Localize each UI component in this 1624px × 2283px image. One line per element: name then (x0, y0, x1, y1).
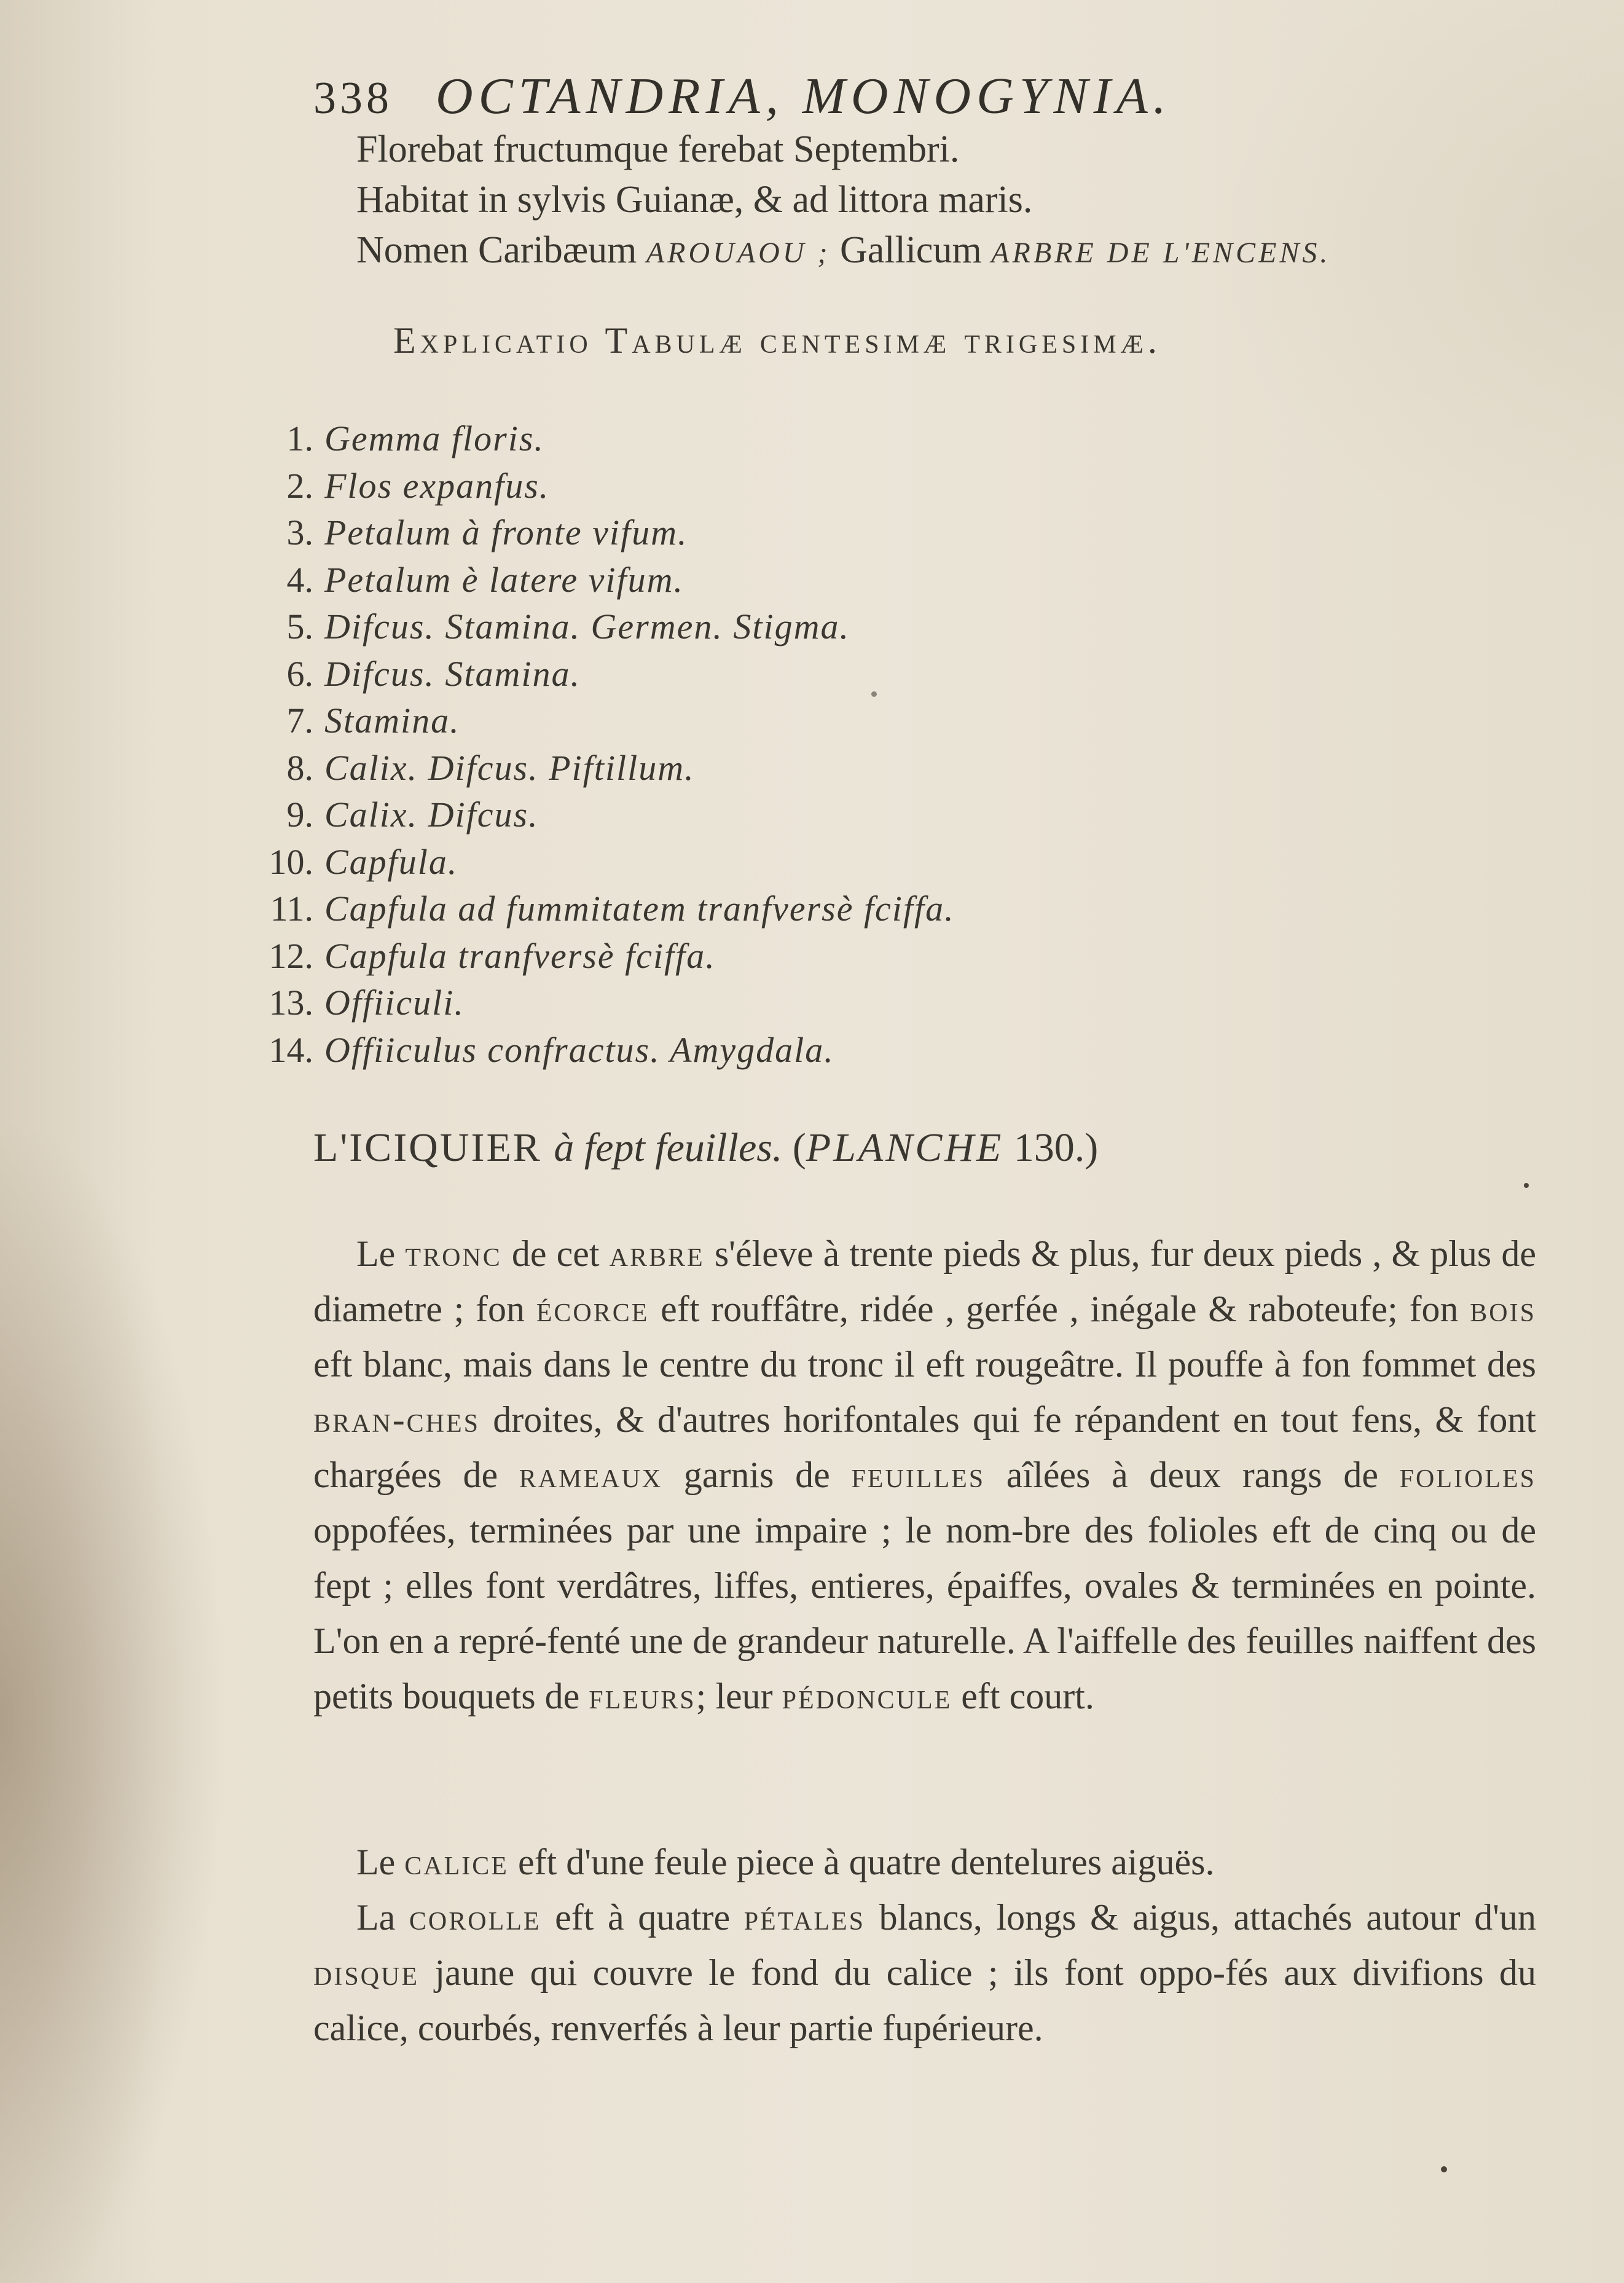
plate-item-number: 12. (269, 935, 313, 976)
small-caps-term: fleurs (589, 1676, 696, 1716)
plate-item-text: Gemma floris. (324, 418, 544, 458)
small-caps-term: feuilles (851, 1455, 986, 1495)
text-run: blancs, longs & aigus, attachés autour d'un (865, 1897, 1536, 1938)
plate-list-item (233, 606, 850, 647)
plate-item-number: 7. (286, 701, 313, 741)
plate-item-number: 10. (269, 841, 313, 882)
text-run: eft court. (952, 1676, 1094, 1716)
plate-list-item (233, 841, 458, 882)
plate-item-text: Offiiculus confractus. Amygdala. (324, 1029, 834, 1070)
plate-list-item (233, 747, 695, 788)
plate-item-text: Capfula. (324, 841, 458, 882)
plate-list-item (233, 794, 539, 835)
intro-line-3-part-c: Gallicum (830, 229, 992, 271)
text-run: jaune qui couvre le fond du calice ; ils font oppo-fés aux divifions du calice, courbés, renverfés à leur partie fupérieure. (313, 1952, 1536, 2048)
plate-item-number: 9. (286, 795, 313, 835)
text-run: eft blanc, mais dans le centre du tronc il eft rougeâtre. Il pouffe à fon fommet des (313, 1344, 1536, 1385)
small-caps-term: bran-ches (313, 1399, 481, 1440)
plate-item-text: Calix. Difcus. Piftillum. (324, 747, 695, 788)
plate-item-text: Offiiculi. (324, 983, 465, 1023)
text-run: eft à quatre (541, 1897, 744, 1938)
plate-item-number: 6. (286, 653, 313, 694)
description-paragraph-2 (313, 1834, 1536, 1890)
text-run: droites, & d'autres horifontales qui fe répandent en tout fens, & font chargées de (313, 1399, 1536, 1495)
small-caps-term: tronc (405, 1233, 502, 1274)
small-caps-term: bois (1470, 1289, 1536, 1329)
plate-item-text: Calix. Difcus. (324, 795, 539, 835)
running-header (313, 66, 1172, 126)
plate-list-item (233, 653, 581, 694)
plate-item-text: Flos expanfus. (324, 465, 550, 506)
plate-item-text: Capfula ad fummitatem tranfversè fciffa. (324, 889, 955, 929)
plate-item-text: Difcus. Stamina. (324, 653, 581, 694)
small-caps-term: folioles (1399, 1455, 1537, 1495)
plate-item-number: 14. (269, 1029, 313, 1070)
planche-label: PLANCHE (806, 1125, 1004, 1170)
plant-name: L'ICIQUIER (313, 1125, 554, 1170)
plate-list-item (233, 700, 460, 741)
small-caps-term: rameaux (519, 1455, 663, 1495)
plate-item-text: Difcus. Stamina. Germen. Stigma. (324, 607, 850, 646)
small-caps-term: disque (313, 1952, 419, 1993)
intro-line-1: Florebat fructumque ferebat Septembri. (356, 128, 960, 170)
plate-item-number: 1. (286, 418, 313, 458)
text-run: s'éleve à trente pieds & plus, fur deux pieds , & plus de diametre ; fon (313, 1233, 1537, 1329)
text-run: Le (356, 1233, 406, 1274)
text-run: garnis de (662, 1455, 852, 1495)
small-caps-term: arbre (609, 1233, 705, 1274)
small-caps-term: écorce (536, 1289, 649, 1329)
section-title (313, 1125, 1098, 1171)
plate-item-number: 3. (286, 513, 313, 552)
plate-item-text: Petalum è latere vifum. (324, 559, 685, 600)
plate-item-number: 2. (286, 465, 313, 506)
small-caps-term: calice (404, 1842, 509, 1882)
plate-list-item (233, 935, 716, 976)
text-run: eft d'une feule piece à quatre dentelures aiguës. (508, 1842, 1215, 1882)
text-run: de cet (501, 1233, 610, 1274)
ink-speck (871, 691, 877, 697)
text-run: aîlées à deux rangs de (985, 1455, 1400, 1495)
plate-item-text: Petalum à fronte vifum. (324, 513, 688, 552)
plate-item-text: Stamina. (324, 701, 460, 741)
small-caps-term: corolle (409, 1897, 541, 1938)
description-paragraph-1 (313, 1226, 1536, 1724)
plate-list-item (233, 465, 549, 506)
intro-line-3 (356, 229, 1330, 272)
planche-number: 130.) (1003, 1125, 1099, 1170)
plate-list-item (233, 982, 465, 1023)
text-run: Le (356, 1842, 405, 1882)
small-caps-term: pétales (743, 1897, 865, 1938)
intro-line-3-part-a: Nomen Caribæum (356, 229, 646, 271)
ink-speck (1441, 2166, 1447, 2172)
plate-item-number: 8. (286, 747, 313, 788)
text-run: oppofées, terminées par une impaire ; le nom-bre des folioles eft de cinq ou de fept ; elles font verdâtres, liffes, entieres, épaiffes, ovales & terminées en pointe. L'on en a repré-fenté une de grandeur naturelle. A l'aiffelle des feuilles naiffent des petits bouquets de (313, 1510, 1536, 1716)
plate-item-text: Capfula tranfversè fciffa. (324, 935, 716, 976)
description-paragraph-3 (313, 1890, 1536, 2056)
plate-list-item (233, 888, 955, 929)
text-run: eft rouffâtre, ridée , gerfée , inégale & raboteufe; fon (649, 1289, 1470, 1329)
carib-name: AROUAOU ; (646, 237, 831, 269)
plate-list-item (233, 512, 688, 553)
plate-list-item (233, 559, 684, 600)
plate-list-item (233, 418, 544, 459)
plate-item-number: 4. (286, 559, 313, 600)
plate-item-number: 5. (286, 607, 313, 646)
french-name: ARBRE DE L'ENCENS. (991, 237, 1331, 269)
page-number: 338 (313, 73, 393, 124)
explicatio-heading: Explicatio Tabulæ centesimæ trigesimæ. (393, 320, 1161, 361)
plate-item-number: 13. (269, 983, 313, 1023)
paren-open: ( (782, 1125, 806, 1170)
plant-epithet: à fept feuilles. (554, 1125, 783, 1170)
plate-item-number: 11. (270, 889, 313, 929)
ink-speck (1524, 1183, 1529, 1188)
text-run: La (356, 1897, 409, 1938)
text-run: ; leur (696, 1676, 782, 1716)
small-caps-term: pédoncule (782, 1676, 952, 1716)
running-title: OCTANDRIA, MONOGYNIA. (436, 68, 1172, 125)
intro-line-2: Habitat in sylvis Guianæ, & ad littora maris. (356, 179, 1033, 221)
plate-list-item (233, 1029, 834, 1071)
